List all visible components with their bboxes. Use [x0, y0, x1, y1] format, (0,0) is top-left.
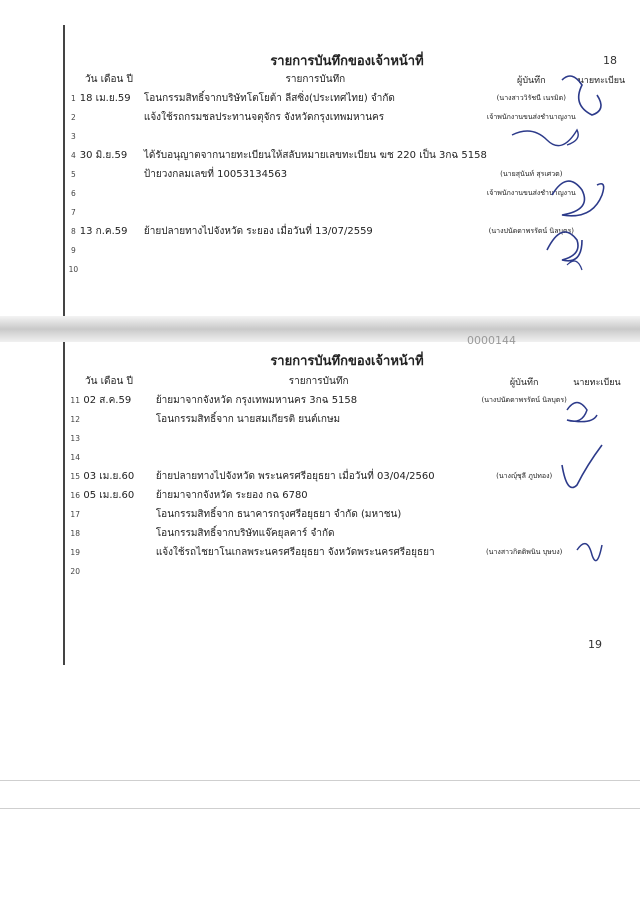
entry-date	[80, 260, 138, 279]
entry-text: โอนกรรมสิทธิ์จาก นายสมเกียรติ ยนต์เกษม	[155, 414, 341, 425]
entry-text	[138, 241, 487, 260]
records-table	[67, 372, 627, 581]
table-row	[67, 165, 627, 184]
row-number: 12	[70, 415, 80, 424]
record-sheet-1	[67, 40, 627, 316]
entry-text	[138, 260, 487, 279]
row-number: 1	[70, 94, 76, 103]
entry-date	[80, 241, 138, 260]
registrar-name	[567, 505, 627, 524]
row-number: 2	[70, 113, 76, 122]
entry-date	[83, 562, 149, 581]
entry-text: ย้ายมาจากจังหวัด กรุงเทพมหานคร 3กฉ 5158	[155, 395, 358, 406]
registrar-name	[576, 165, 627, 184]
registrar-name	[576, 184, 627, 203]
entry-text: แจ้งใช้รถกรมชลประทานจตุจักร จังหวัดกรุงเทพมหานคร	[143, 112, 385, 123]
table-row	[67, 524, 627, 543]
recorder-name: (นายสุนันท์ สุรเศวต)	[500, 170, 563, 178]
recorder-name	[487, 146, 576, 165]
record-sheet-2	[67, 334, 627, 662]
sheet-title: รายการบันทึกของเจ้าหน้าที่	[270, 54, 424, 69]
recorder-name: (นางปนัดดาพรรัตน์ นิลบุตร)	[481, 396, 567, 404]
sheet-title: รายการบันทึกของเจ้าหน้าที่	[270, 354, 424, 369]
table-row	[67, 391, 627, 410]
row-number: 6	[70, 189, 76, 198]
entry-text: ย้ายปลายทางไปจังหวัด พระนครศรีอยุธยา เมื่อวันที่ 03/04/2560	[155, 471, 435, 482]
row-number: 7	[70, 208, 76, 217]
row-number: 20	[70, 567, 80, 576]
table-row	[67, 448, 627, 467]
table-row	[67, 241, 627, 260]
table-row	[67, 260, 627, 279]
row-number: 5	[70, 170, 76, 179]
entry-date	[80, 108, 138, 127]
table-header-row	[67, 372, 627, 391]
entry-text: โอนกรรมสิทธิ์จาก ธนาคารกรุงศรีอยุธยา จำกัด (มหาชน)	[155, 509, 402, 520]
table-row	[67, 127, 627, 146]
recorder-name: เจ้าพนักงานขนส่งชำนาญงาน	[486, 189, 576, 197]
table-row	[67, 89, 627, 108]
recorder-name	[481, 486, 566, 505]
table-row	[67, 486, 627, 505]
row-number: 17	[70, 510, 80, 519]
table-row	[67, 562, 627, 581]
entry-date	[80, 127, 138, 146]
entry-text: ป้ายวงกลมเลขที่ 10053134563	[143, 169, 288, 180]
table-row	[67, 505, 627, 524]
entry-text	[138, 127, 487, 146]
registrar-name	[567, 524, 627, 543]
recorder-name	[481, 448, 566, 467]
row-number: 8	[70, 227, 76, 236]
header-date: วัน เดือน ปี	[85, 74, 133, 85]
entry-text	[150, 448, 482, 467]
row-number: 10	[68, 265, 79, 274]
entry-date: 18 เม.ย.59	[79, 93, 131, 104]
row-number: 15	[70, 472, 80, 481]
registrar-name	[567, 543, 627, 562]
page-divider-scan-band	[0, 316, 640, 342]
entry-date: 30 มิ.ย.59	[79, 150, 128, 161]
table-header-row	[67, 70, 627, 89]
header-registrar: นายทะเบียน	[573, 377, 621, 388]
header-entry: รายการบันทึก	[288, 376, 349, 387]
registrar-name	[576, 146, 627, 165]
recorder-name: (นางสาวกิตติพนิน บุษบง)	[485, 548, 563, 556]
row-number: 18	[70, 529, 80, 538]
row-number: 16	[70, 491, 80, 500]
scan-line	[0, 780, 640, 781]
scan-line	[0, 808, 640, 809]
entry-text: โอนกรรมสิทธิ์จากบริษัทโตโยต้า ลีสซิ่ง(ประเทศไทย) จำกัด	[143, 93, 395, 104]
recorder-name	[487, 127, 576, 146]
registrar-name	[567, 410, 627, 429]
entry-date	[83, 429, 149, 448]
entry-date	[80, 184, 138, 203]
entry-date	[83, 448, 149, 467]
registrar-name	[567, 391, 627, 410]
left-binding-rule	[63, 25, 65, 665]
recorder-name: (นางปนัดดาพรรัตน์ นิลบุตร)	[488, 227, 574, 235]
registrar-name	[576, 89, 627, 108]
recorder-name	[487, 203, 576, 222]
recorder-name: (นางญุ์ชุลี ภูปทอง)	[496, 472, 553, 480]
row-number: 14	[70, 453, 80, 462]
header-entry: รายการบันทึก	[285, 74, 346, 85]
page-number: 19	[588, 638, 602, 651]
entry-text	[138, 184, 487, 203]
table-row	[67, 203, 627, 222]
registrar-name	[567, 562, 627, 581]
table-row	[67, 146, 627, 165]
table-row	[67, 467, 627, 486]
row-number: 11	[70, 396, 80, 405]
entry-text: ย้ายปลายทางไปจังหวัด ระยอง เมื่อวันที่ 13/07/2559	[143, 226, 373, 237]
table-row	[67, 108, 627, 127]
row-number: 19	[70, 548, 80, 557]
entry-text: ได้รับอนุญาตจากนายทะเบียนให้สลับหมายเลขทะเบียน ฆช 220 เป็น 3กฉ 5158	[143, 150, 487, 161]
entry-date	[83, 543, 149, 562]
entry-text	[150, 562, 482, 581]
entry-date	[83, 524, 149, 543]
header-date: วัน เดือน ปี	[85, 376, 133, 387]
page-number: 18	[603, 54, 617, 67]
registrar-name	[576, 260, 627, 279]
table-row	[67, 429, 627, 448]
records-table	[67, 70, 627, 279]
stamp-number: 0000144	[467, 334, 516, 347]
row-number: 13	[70, 434, 80, 443]
entry-text: ย้ายมาจากจังหวัด ระยอง กฉ 6780	[155, 490, 308, 501]
entry-date: 03 เม.ย.60	[83, 471, 135, 482]
registrar-name	[576, 127, 627, 146]
table-row	[67, 543, 627, 562]
entry-text: แจ้งใช้รถไชยาโนเกลพระนครศรีอยุธยา จังหวัดพระนครศรีอยุธยา	[155, 547, 435, 558]
recorder-name	[481, 410, 566, 429]
recorder-name	[481, 562, 566, 581]
header-registrar: นายทะเบียน	[577, 75, 626, 86]
table-row	[67, 222, 627, 241]
table-row	[67, 410, 627, 429]
registrar-name	[576, 241, 627, 260]
registrar-name	[567, 429, 627, 448]
registrar-name	[576, 108, 627, 127]
entry-date	[80, 165, 138, 184]
entry-date	[83, 410, 149, 429]
registrar-name	[567, 448, 627, 467]
recorder-name	[481, 429, 566, 448]
entry-text	[138, 203, 487, 222]
recorder-name	[487, 241, 576, 260]
recorder-name	[481, 524, 566, 543]
entry-date	[80, 203, 138, 222]
entry-date: 02 ส.ค.59	[83, 395, 132, 406]
registrar-name	[576, 203, 627, 222]
entry-text: โอนกรรมสิทธิ์จากบริษัทแจ๊คยุลคาร์ จำกัด	[155, 528, 335, 539]
entry-date: 05 เม.ย.60	[83, 490, 135, 501]
row-number: 3	[70, 132, 76, 141]
recorder-name	[481, 505, 566, 524]
recorder-name: (นางสาววิรัชนี เนรมิต)	[496, 94, 566, 102]
header-recorder: ผู้บันทึก	[517, 75, 546, 86]
table-row	[67, 184, 627, 203]
entry-date	[83, 505, 149, 524]
registrar-name	[567, 486, 627, 505]
recorder-name	[487, 260, 576, 279]
registrar-name	[576, 222, 627, 241]
registrar-name	[567, 467, 627, 486]
row-number: 4	[70, 151, 76, 160]
header-recorder: ผู้บันทึก	[509, 377, 539, 388]
entry-date: 13 ก.ค.59	[79, 226, 128, 237]
entry-text	[150, 429, 482, 448]
recorder-name: เจ้าพนักงานขนส่งชำนาญงาน	[486, 113, 576, 121]
row-number: 9	[70, 246, 76, 255]
